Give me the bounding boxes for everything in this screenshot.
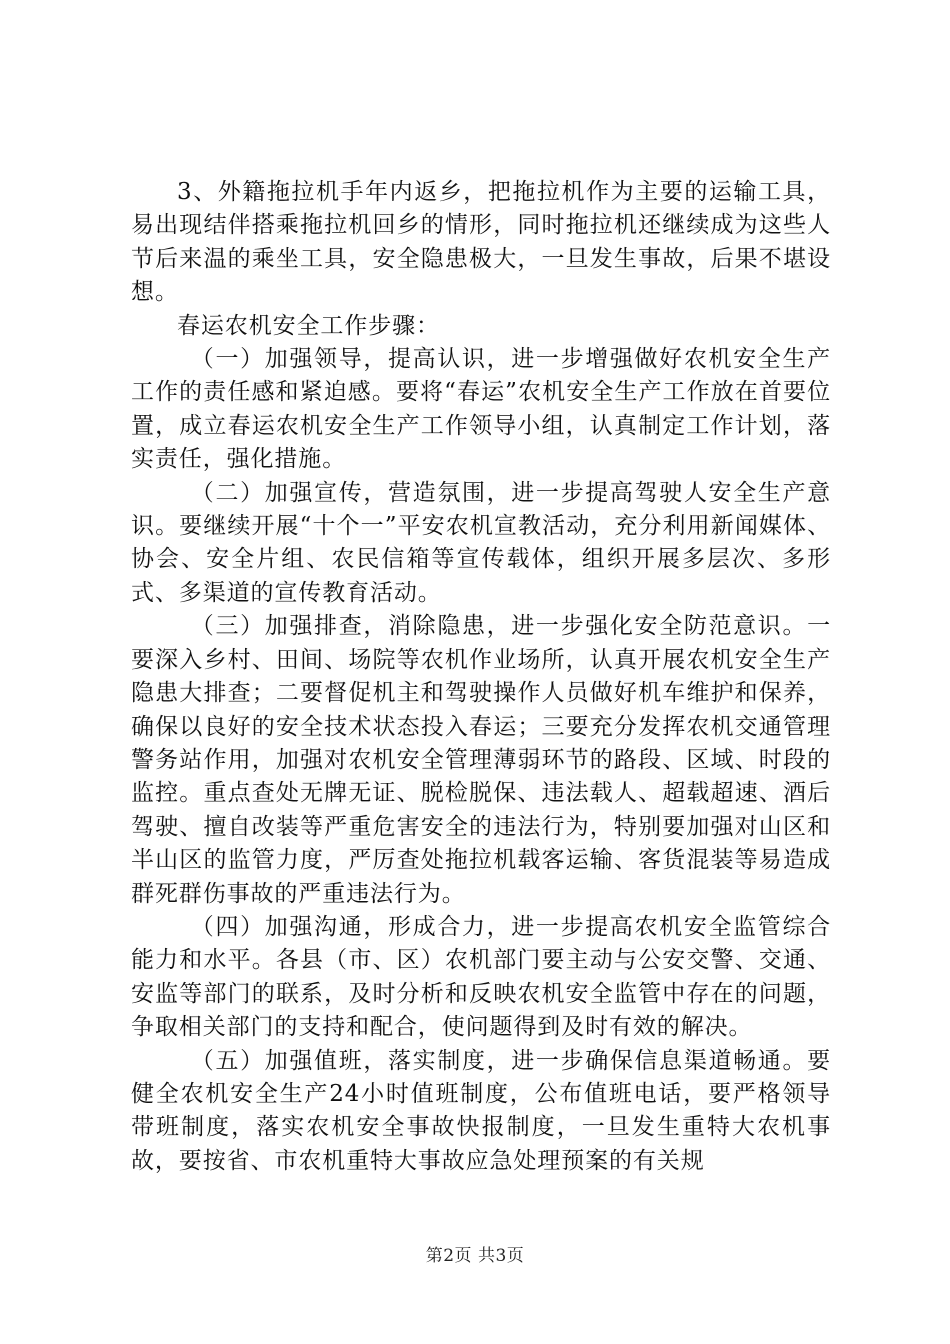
paragraph-step-5: （五）加强值班，落实制度，进一步确保信息渠道畅通。要健全农机安全生产24小时值班制度，公布值班电话，要严格领导带班制度，落实农机安全事故快报制度，一旦发生重特大农机事故，要按省、市农机重特大事故应急处理预案的有关规: [131, 1047, 831, 1174]
paragraph-step-2: （二）加强宣传，营造氛围，进一步提高驾驶人安全生产意识。要继续开展“十个一”平安农机宣教活动，充分利用新闻媒体、协会、安全片组、农民信箱等宣传载体，组织开展多层次、多形式、多渠道的宣传教育活动。: [131, 479, 831, 606]
document-body: [131, 176, 831, 1178]
paragraph-steps-heading: 春运农机安全工作步骤：: [177, 312, 440, 339]
page-footer: 第2页 共3页: [425, 1246, 525, 1266]
paragraph-step-3: （三）加强排查，消除隐患，进一步强化安全防范意识。一要深入乡村、田间、场院等农机作业场所，认真开展农机安全生产隐患大排查；二要督促机主和驾驶操作人员做好机车维护和保养，确保以良好的安全技术状态投入春运；三要充分发挥农机交通管理警务站作用，加强对农机安全管理薄弱环节的路段、区域、时段的监控。重点查处无牌无证、脱检脱保、违法载人、超载超速、酒后驾驶、擅自改装等严重危害安全的违法行为，特别要加强对山区和半山区的监管力度，严厉查处拖拉机载客运输、客货混装等易造成群死群伤事故的严重违法行为。: [131, 613, 831, 907]
paragraph-step-4: （四）加强沟通，形成合力，进一步提高农机安全监管综合能力和水平。各县（市、区）农机部门要主动与公安交警、交通、安监等部门的联系，及时分析和反映农机安全监管中存在的问题，争取相关部门的支持和配合，使问题得到及时有效的解决。: [131, 913, 831, 1041]
paragraph-item-3: 3、外籍拖拉机手年内返乡，把拖拉机作为主要的运输工具，易出现结伴搭乘拖拉机回乡的情形，同时拖拉机还继续成为这些人节后来温的乘坐工具，安全隐患极大，一旦发生事故，后果不堪设想。: [131, 179, 831, 306]
paragraph-step-1: （一）加强领导，提高认识，进一步增强做好农机安全生产工作的责任感和紧迫感。要将“春运”农机安全生产工作放在首要位置，成立春运农机安全生产工作领导小组，认真制定工作计划，落实责任，强化措施。: [131, 346, 831, 473]
